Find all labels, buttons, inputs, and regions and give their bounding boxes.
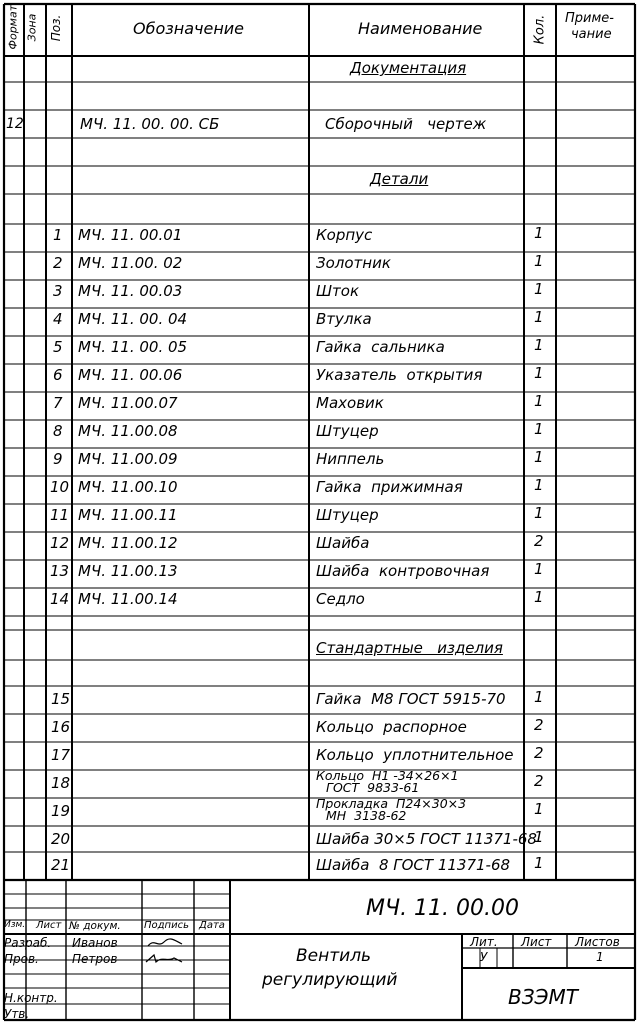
section-standard: Стандартные изделия [316, 639, 503, 657]
part-designation: МЧ. 11.00.11 [78, 506, 178, 524]
header-pos: Поз. [49, 14, 63, 42]
section-parts: Детали [370, 170, 429, 188]
part-pos: 8 [53, 422, 63, 440]
standard-qty: 2 [534, 772, 544, 790]
part-pos: 14 [50, 590, 70, 608]
part-qty: 1 [534, 224, 544, 242]
standard-qty: 1 [534, 854, 544, 872]
sheets-label: Листов [575, 935, 620, 949]
standard-name: Кольцо уплотнительное [316, 746, 514, 764]
part-qty: 1 [534, 392, 544, 410]
part-designation: МЧ. 11.00.12 [78, 534, 178, 552]
part-pos: 10 [50, 478, 70, 496]
part-qty: 1 [534, 420, 544, 438]
doc-designation: МЧ. 11. 00. 00. СБ [80, 115, 220, 133]
part-designation: МЧ. 11. 00. 04 [78, 310, 188, 328]
part-name: Штуцер [316, 506, 379, 524]
header-note-line2: чание [571, 27, 612, 42]
part-qty: 2 [534, 532, 544, 550]
part-name: Штуцер [316, 422, 379, 440]
standard-qty: 1 [534, 800, 544, 818]
standard-pos: 17 [51, 746, 71, 764]
part-pos: 6 [53, 366, 63, 384]
standard-qty: 2 [534, 716, 544, 734]
developer-signature [146, 936, 186, 950]
part-qty: 1 [534, 504, 544, 522]
sheet-label: Лист [521, 935, 552, 949]
part-pos: 4 [53, 310, 63, 328]
sheets-value: 1 [596, 950, 604, 964]
part-pos: 3 [53, 282, 63, 300]
doc-name: Сборочный чертеж [325, 115, 487, 133]
part-designation: МЧ. 11. 00.03 [78, 282, 183, 300]
col-date: Дата [199, 920, 225, 931]
role-checker: Пров. [4, 952, 39, 966]
part-designation: МЧ. 11. 00.01 [78, 226, 183, 244]
part-pos: 2 [53, 254, 63, 272]
part-designation: МЧ. 11.00.14 [78, 590, 178, 608]
col-sign: Подпись [144, 920, 189, 931]
part-name: Золотник [316, 254, 391, 272]
part-designation: МЧ. 11.00.13 [78, 562, 178, 580]
standard-name: Гайка М8 ГОСТ 5915-70 [316, 690, 506, 708]
part-designation: МЧ. 11.00. 02 [78, 254, 183, 272]
part-designation: МЧ. 11.00.09 [78, 450, 178, 468]
organization: ВЗЭМТ [508, 985, 578, 1009]
part-pos: 1 [53, 226, 63, 244]
part-pos: 5 [53, 338, 63, 356]
part-name: Шайба контровочная [316, 562, 490, 580]
standard-pos: 18 [51, 774, 71, 792]
standard-pos: 15 [51, 690, 71, 708]
part-qty: 1 [534, 252, 544, 270]
part-name: Втулка [316, 310, 372, 328]
part-designation: МЧ. 11. 00.06 [78, 366, 183, 384]
role-approver: Утв. [4, 1007, 30, 1021]
header-zone: Зона [25, 13, 39, 42]
part-designation: МЧ. 11. 00. 05 [78, 338, 188, 356]
standard-name: Шайба 30×5 ГОСТ 11371-68 [316, 830, 537, 848]
lit-value: У [480, 950, 488, 964]
developer-name: Иванов [72, 936, 118, 950]
part-qty: 1 [534, 364, 544, 382]
standard-pos: 21 [51, 856, 71, 874]
lit-label: Лит. [470, 935, 498, 949]
header-format: Формат [6, 4, 20, 50]
part-designation: МЧ. 11.00.10 [78, 478, 178, 496]
part-pos: 12 [50, 534, 70, 552]
standard-name: Шайба 8 ГОСТ 11371-68 [316, 856, 511, 874]
part-qty: 1 [534, 280, 544, 298]
title-line2: регулирующий [262, 970, 398, 990]
part-name: Ниппель [316, 450, 385, 468]
part-name: Гайка прижимная [316, 478, 463, 496]
standard-name-line2: ГОСТ 9833-61 [326, 780, 420, 795]
header-name: Наименование [358, 19, 483, 38]
part-name: Шайба [316, 534, 370, 552]
part-pos: 11 [50, 506, 70, 524]
standard-name: Кольцо распорное [316, 718, 467, 736]
standard-pos: 19 [51, 802, 71, 820]
standard-qty: 2 [534, 744, 544, 762]
header-qty: Кол. [532, 14, 548, 45]
part-name: Указатель открытия [316, 366, 483, 384]
part-pos: 13 [50, 562, 70, 580]
part-name: Седло [316, 590, 365, 608]
part-pos: 9 [53, 450, 63, 468]
standard-pos: 20 [51, 830, 71, 848]
standard-name: Прокладка П24×30×3 [316, 796, 467, 811]
col-docnum: № докум. [69, 920, 121, 932]
part-qty: 1 [534, 308, 544, 326]
part-name: Шток [316, 282, 360, 300]
checker-signature [144, 952, 188, 966]
part-pos: 7 [53, 394, 63, 412]
header-designation: Обозначение [133, 19, 245, 38]
standard-pos: 16 [51, 718, 71, 736]
section-documentation: Документация [350, 59, 467, 77]
part-name: Маховик [316, 394, 384, 412]
part-qty: 1 [534, 560, 544, 578]
title-line1: Вентиль [296, 946, 372, 966]
doc-format: 12 [6, 116, 24, 132]
header-note-line1: Приме- [565, 11, 614, 26]
role-developer: Разраб. [4, 936, 52, 950]
part-qty: 1 [534, 588, 544, 606]
part-name: Корпус [316, 226, 373, 244]
part-qty: 1 [534, 476, 544, 494]
standard-qty: 1 [534, 828, 544, 846]
part-qty: 1 [534, 448, 544, 466]
part-qty: 1 [534, 336, 544, 354]
standard-name-line2: МН 3138-62 [326, 808, 407, 823]
checker-name: Петров [72, 952, 118, 966]
part-designation: МЧ. 11.00.08 [78, 422, 178, 440]
doc-code: МЧ. 11. 00.00 [366, 896, 520, 921]
part-designation: МЧ. 11.00.07 [78, 394, 178, 412]
role-norm-control: Н.контр. [4, 991, 58, 1005]
part-name: Гайка сальника [316, 338, 445, 356]
standard-name: Кольцо Н1 -34×26×1 [316, 768, 459, 783]
col-list: Лист [36, 920, 62, 931]
standard-qty: 1 [534, 688, 544, 706]
col-izm: Изм. [4, 920, 26, 930]
